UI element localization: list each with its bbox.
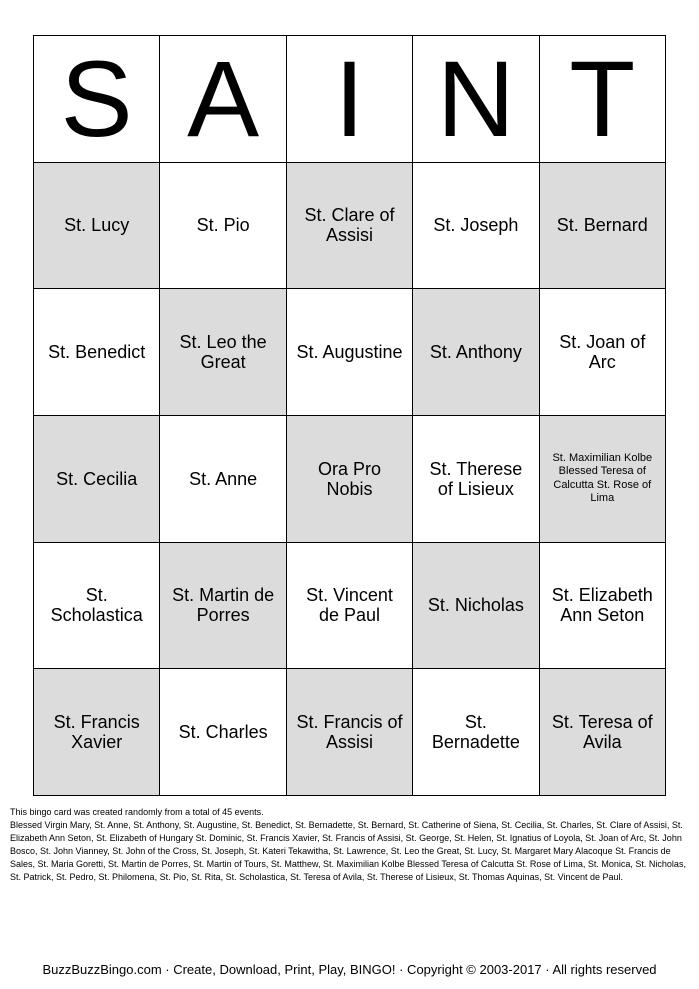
bingo-cell: St. Joan of Arc xyxy=(540,289,666,416)
bingo-cell: St. Martin de Porres xyxy=(160,543,286,670)
bingo-cell: St. Joseph xyxy=(413,163,539,290)
bingo-cell: St. Scholastica xyxy=(34,543,160,670)
bingo-cell: St. Bernard xyxy=(540,163,666,290)
bingo-cell: St. Clare of Assisi xyxy=(287,163,413,290)
bingo-cell: St. Teresa of Avila xyxy=(540,669,666,796)
bingo-cell: St. Bernadette xyxy=(413,669,539,796)
free-space-cell: Ora Pro Nobis xyxy=(287,416,413,543)
bingo-cell: St. Leo the Great xyxy=(160,289,286,416)
bingo-cell: St. Augustine xyxy=(287,289,413,416)
bingo-cell: St. Benedict xyxy=(34,289,160,416)
note-intro: This bingo card was created randomly from a total of 45 events. xyxy=(10,807,264,817)
note-events-list: Blessed Virgin Mary, St. Anne, St. Anthony, St. Augustine, St. Benedict, St. Bernadette, St. Bernard, St. Catherine of Siena, St. Cecilia, St. Charles, St. Clare of Assisi, St. Elizabeth Ann Seton, St. Elizabeth of Hungary St. Dominic, St. Francis Xavier, St. Francis of Assisi, St. George, St. Helen, St. Ignatius of Loyola, St. Joan of Arc, St. John Bosco, St. John Vianney, St. John of the Cross, St. Joseph, St. Kateri Tekawitha, St. Lawrence, St. Leo the Great, St. Lucy, St. Margaret Mary Alacoque St. Francis de Sales, St. Maria Goretti, St. Martin de Porres, St. Martin of Tours, St. Matthew, St. Maximilian Kolbe Blessed Teresa of Calcutta St. Rose of Lima, St. Monica, St. Nicholas, St. Patrick, St. Pedro, St. Philomena, St. Pio, St. Rita, St. Scholastica, St. Teresa of Avila, St. Therese of Lisieux, St. Thomas Aquinas, St. Vincent de Paul. xyxy=(10,820,686,882)
header-letter: T xyxy=(540,36,666,163)
bingo-cell: St. Nicholas xyxy=(413,543,539,670)
header-letter: N xyxy=(413,36,539,163)
bingo-cell: St. Francis of Assisi xyxy=(287,669,413,796)
bingo-cell: St. Lucy xyxy=(34,163,160,290)
header-letter: S xyxy=(34,36,160,163)
header-letter: I xyxy=(287,36,413,163)
bingo-cell: St. Anne xyxy=(160,416,286,543)
bingo-cell: St. Pio xyxy=(160,163,286,290)
bingo-cell: St. Cecilia xyxy=(34,416,160,543)
bingo-card xyxy=(33,35,666,796)
header-letter: A xyxy=(160,36,286,163)
bingo-cell: St. Anthony xyxy=(413,289,539,416)
bingo-cell: St. Elizabeth Ann Seton xyxy=(540,543,666,670)
bingo-cell: St. Maximilian Kolbe Blessed Teresa of Calcutta St. Rose of Lima xyxy=(540,416,666,543)
bingo-cell: St. Therese of Lisieux xyxy=(413,416,539,543)
card-note xyxy=(10,806,690,884)
bingo-cell: St. Charles xyxy=(160,669,286,796)
bingo-cell: St. Francis Xavier xyxy=(34,669,160,796)
footer-copyright: BuzzBuzzBingo.com · Create, Download, Print, Play, BINGO! · Copyright © 2003-2017 · All rights reserved xyxy=(42,962,657,977)
bingo-cell: St. Vincent de Paul xyxy=(287,543,413,670)
